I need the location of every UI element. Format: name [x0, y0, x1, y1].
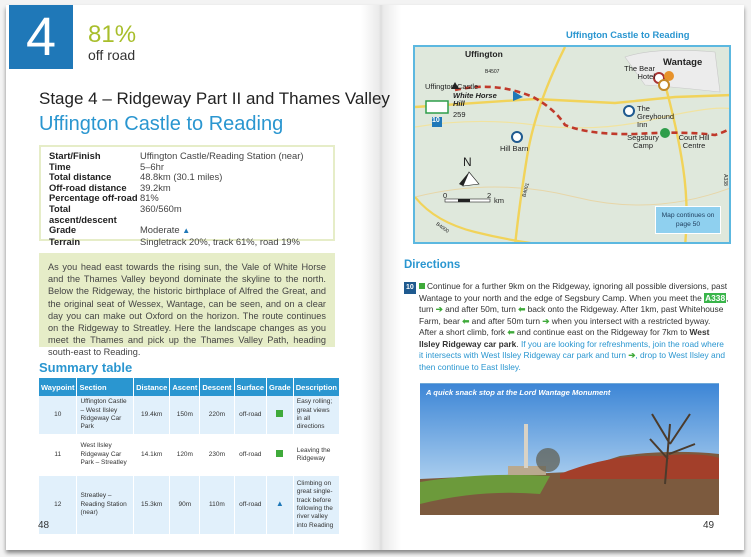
map-label-a338: A338: [721, 174, 728, 186]
table-row: [39, 476, 340, 534]
arrow-left-icon: ⬅: [462, 315, 470, 326]
stats-label: Time: [49, 160, 71, 172]
map-waypoint-label: 10: [432, 117, 440, 124]
table-row: [39, 396, 340, 434]
cell-description: Leaving the Ridgeway: [293, 434, 339, 476]
direction-text: and continue east on the Ridgeway for 7km to: [514, 327, 690, 337]
map-label-court-hill: Court Hill Centre: [678, 133, 710, 150]
col-header: Descent: [200, 378, 234, 396]
cell-section: Streatley – Reading Station (near): [77, 476, 134, 534]
book-spread: [6, 5, 744, 550]
stats-row: [49, 225, 325, 237]
greyhound-inn-icon: [624, 106, 634, 116]
stats-label: Total ascent/descent: [49, 202, 117, 225]
triangle-icon: ▲: [182, 226, 191, 236]
arrow-right-icon: ➔: [542, 315, 550, 326]
green-square-icon: [419, 283, 425, 289]
stats-value: 48.8km (30.1 miles): [140, 171, 223, 183]
cell-description: Climbing on great single-track before following the river valley into Reading: [293, 476, 339, 534]
road-highlight: A338: [705, 292, 726, 303]
stats-row: [49, 193, 325, 204]
page-number-right: 49: [703, 520, 715, 531]
cell-ascent: 120m: [170, 434, 200, 476]
monument-photo: [420, 383, 719, 515]
blue-triangle-icon: ▲: [275, 499, 284, 509]
cell-waypoint: 10: [39, 396, 77, 434]
stats-value: [140, 225, 190, 237]
map-label-height: 259: [453, 110, 466, 119]
direction-text: .: [516, 338, 521, 349]
map-label-uffington-castle: Uffington Castle: [425, 82, 479, 91]
cell-descent: 110m: [200, 476, 234, 534]
stats-label: Percentage off-road: [49, 192, 138, 204]
map-label-bear-hotel: The Bear Hotel: [624, 64, 655, 81]
col-header: Ascent: [170, 378, 200, 396]
summary-heading: Summary table: [39, 360, 133, 375]
stats-row: [49, 151, 325, 162]
table-row: [39, 434, 340, 476]
book-gutter: [361, 5, 401, 550]
map-north-label: N: [463, 155, 472, 169]
directions-heading: Directions: [404, 259, 461, 271]
bike-start-icon: [426, 101, 448, 113]
tree: [536, 448, 560, 472]
map-label-hill-barn: Hill Barn: [500, 144, 529, 153]
cell-surface: off-road: [234, 396, 267, 434]
stats-label: Total distance: [49, 171, 112, 183]
green-square-icon: [276, 410, 283, 417]
cell-distance: 15.3km: [134, 476, 170, 534]
monument-column: [524, 424, 528, 468]
running-head: Uffington Castle to Reading: [566, 29, 690, 40]
map-label-uffington: Uffington: [465, 49, 503, 59]
cell-grade: [267, 476, 294, 534]
stage-title: Stage 4 – Ridgeway Part II and Thames Valley: [39, 89, 390, 108]
map-label-b4001: B4001: [521, 182, 532, 198]
cell-description: Easy rolling; great views in all directions: [293, 396, 339, 434]
stats-value: 39.2km: [140, 181, 171, 193]
direction-text: Continue for a further 9km on the Ridgeway, ignoring all possible diversions, past Wantage to your north and the edge of Segsbury Camp. When you meet the: [419, 281, 728, 303]
col-header: Grade: [267, 378, 294, 396]
table-header-row: [39, 378, 340, 396]
col-header: Surface: [234, 378, 267, 396]
col-header: Distance: [134, 378, 170, 396]
stats-label: Terrain: [49, 235, 81, 247]
page-number-left: 48: [38, 520, 50, 531]
stats-label: Start/Finish: [49, 150, 101, 161]
direction-text: when you intersect with a restricted byway. After a short climb, fork: [419, 315, 711, 337]
scale-bar-segment: [458, 199, 470, 202]
stats-label: Off-road distance: [49, 181, 127, 193]
stats-value: Uffington Castle/Reading Station (near): [140, 150, 304, 161]
green-square-icon: [276, 450, 283, 457]
arrow-right-icon: ➔: [435, 304, 443, 314]
shop-icon: [659, 80, 669, 90]
map-scale-unit: km: [494, 196, 504, 205]
stage-number-badge: 4: [9, 5, 73, 69]
cell-waypoint: 12: [39, 476, 77, 534]
map-continues-note: Map continues on page 50: [655, 206, 721, 234]
refreshment-tip: If you are looking for refreshments, join the road where it intersects with West Ilsley Ridgeway car park and turn: [419, 338, 724, 360]
route-title: Uffington Castle to Reading: [39, 113, 284, 135]
photo-caption: A quick snack stop at the Lord Wantage Monument: [426, 388, 611, 397]
map-label-wantage: Wantage: [663, 57, 703, 68]
cell-ascent: 150m: [170, 396, 200, 434]
destination-text: West Ilsley Ridgeway car park: [419, 327, 710, 349]
intro-text: As you head east towards the rising sun, the Vale of White Horse and the Thames Valley beyond dominate the skyline to the north. Below the Ridgeway, the historic birthplace of Alfred the Great, and the original seat of Wessex, Wantage, can be seen, and on a clear day you can make out Oxford on the horizon. The route continues on the Ridgeway to Streatley. Here the landscape changes as you meet the Thames and pick up the Thames Valley Path, heading south-east to Reading.: [39, 253, 335, 347]
col-header: Section: [77, 378, 134, 396]
cell-grade: [267, 434, 294, 476]
summary-table: [39, 378, 340, 534]
cell-grade: [267, 396, 294, 434]
cell-section: Uffington Castle – West Ilsley Ridgeway Car Park: [77, 396, 134, 434]
grade-text: Moderate: [140, 224, 180, 236]
waypoint-badge: 10: [404, 282, 416, 294]
cell-surface: off-road: [234, 434, 267, 476]
hill-barn-icon: [512, 132, 522, 142]
arrow-right-icon: ➔: [628, 350, 636, 360]
cell-descent: 230m: [200, 434, 234, 476]
col-header: Description: [293, 378, 339, 396]
stats-row: [49, 204, 325, 225]
route-stats-box: [39, 145, 335, 247]
cell-distance: 14.1km: [134, 434, 170, 476]
direction-text: and after 50m turn: [469, 315, 543, 326]
direction-paragraph: [404, 281, 729, 373]
map-label-greyhound: The Greyhound Inn: [637, 104, 675, 129]
map-scale-2: 2: [487, 191, 492, 200]
refreshment-tip: , drop to West Ilsley and then continue to East Ilsley.: [419, 350, 726, 372]
stats-row: [49, 237, 325, 248]
direction-text: , turn: [419, 292, 729, 314]
stats-label: Grade: [49, 224, 77, 236]
stats-value: 5–6hr: [140, 160, 164, 172]
route-map: [413, 45, 731, 244]
stats-value: 81%: [140, 192, 159, 204]
cell-surface: off-road: [234, 476, 267, 534]
photo-graphic: [420, 384, 719, 515]
map-label-b4000: B4000: [434, 221, 450, 235]
arrow-left-icon: ⬅: [518, 304, 526, 314]
map-label-white-horse-hill: White Horse Hill: [453, 91, 497, 108]
direction-body: [404, 281, 729, 373]
cell-descent: 220m: [200, 396, 234, 434]
cell-ascent: 90m: [170, 476, 200, 534]
offroad-label: off road: [88, 47, 136, 63]
stats-value: Singletrack 20%, track 61%, road 19%: [140, 235, 300, 247]
stats-value: 360/560m: [140, 202, 182, 214]
cell-waypoint: 11: [39, 434, 77, 476]
direction-text: and after 50m, turn: [442, 304, 519, 314]
map-scale-0: 0: [443, 191, 448, 200]
map-label-b4507: B4507: [485, 69, 500, 75]
cell-section: West Ilsley Ridgeway Car Park – Streatley: [77, 434, 134, 476]
arrow-left-icon: ⬅: [507, 327, 515, 337]
map-label-segsbury: Segsbury Camp: [627, 133, 659, 150]
cell-distance: 19.4km: [134, 396, 170, 434]
offroad-percent: 81%: [88, 21, 137, 48]
direction-text: back onto the Ridgeway. After 1km, past Whitehouse Farm, bear: [419, 304, 724, 326]
col-header: Waypoint: [39, 378, 77, 396]
